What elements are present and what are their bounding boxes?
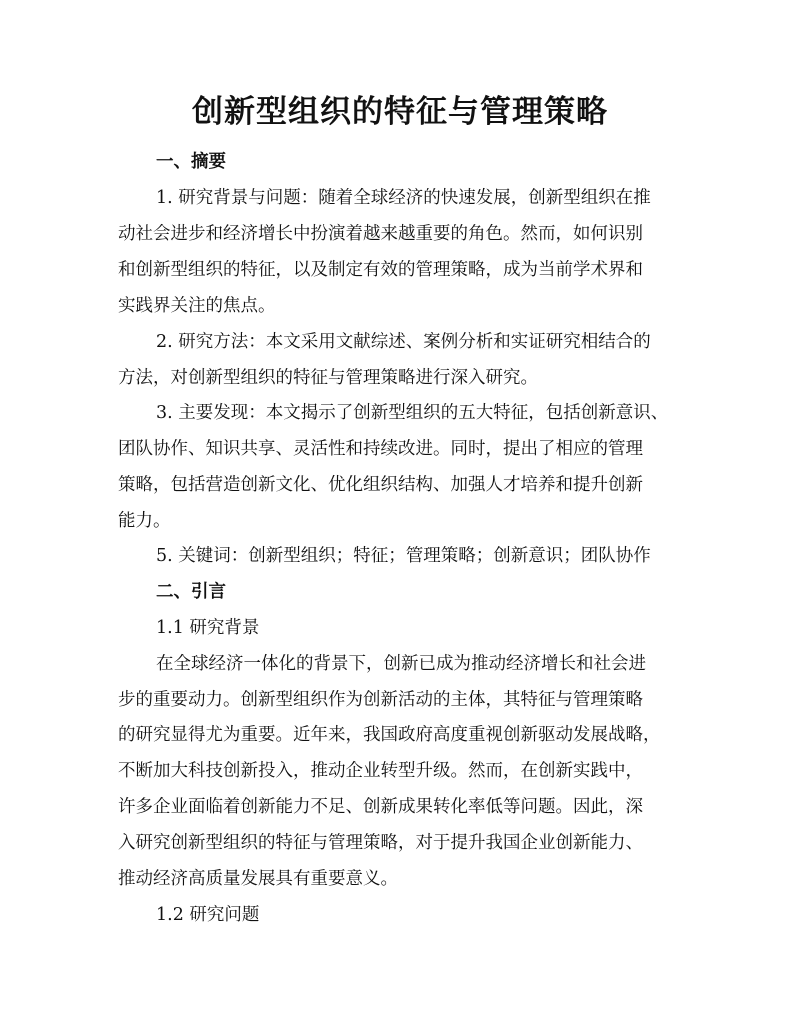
abstract-item-1-line-2: 动社会进步和经济增长中扮演着越来越重要的角色。然而，如何识别 bbox=[118, 224, 643, 244]
abstract-item-2-line-2: 方法，对创新型组织的特征与管理策略进行深入研究。 bbox=[118, 368, 538, 388]
abstract-item-2-line-1: 2. 研究方法：本文采用文献综述、案例分析和实证研究相结合的 bbox=[156, 332, 651, 352]
intro-paragraph-line-7: 推动经济高质量发展具有重要意义。 bbox=[118, 869, 398, 889]
subsection-heading-1-2: 1.2 研究问题 bbox=[156, 905, 260, 925]
abstract-item-3-line-1: 3. 主要发现：本文揭示了创新型组织的五大特征，包括创新意识、 bbox=[156, 403, 669, 423]
intro-paragraph-line-5: 许多企业面临着创新能力不足、创新成果转化率低等问题。因此，深 bbox=[118, 797, 643, 817]
intro-paragraph-line-3: 的研究显得尤为重要。近年来，我国政府高度重视创新驱动发展战略， bbox=[118, 725, 661, 745]
abstract-item-1-line-1: 1. 研究背景与问题：随着全球经济的快速发展，创新型组织在推 bbox=[156, 188, 651, 208]
abstract-item-1-line-3: 和创新型组织的特征，以及制定有效的管理策略，成为当前学术界和 bbox=[118, 260, 643, 280]
abstract-item-3-line-2: 团队协作、知识共享、灵活性和持续改进。同时，提出了相应的管理 bbox=[118, 439, 643, 459]
intro-paragraph-line-2: 步的重要动力。创新型组织作为创新活动的主体，其特征与管理策略 bbox=[118, 690, 643, 710]
subsection-heading-1-1: 1.1 研究背景 bbox=[156, 618, 260, 638]
abstract-keywords: 5. 关键词：创新型组织；特征；管理策略；创新意识；团队协作 bbox=[156, 546, 651, 566]
intro-paragraph-line-4: 不断加大科技创新投入，推动企业转型升级。然而，在创新实践中， bbox=[118, 761, 643, 781]
intro-paragraph-line-6: 入研究创新型组织的特征与管理策略，对于提升我国企业创新能力、 bbox=[118, 833, 643, 853]
intro-paragraph-line-1: 在全球经济一体化的背景下，创新已成为推动经济增长和社会进 bbox=[156, 654, 646, 674]
section-heading-abstract: 一、摘要 bbox=[156, 152, 226, 172]
abstract-item-3-line-3: 策略，包括营造创新文化、优化组织结构、加强人才培养和提升创新 bbox=[118, 475, 643, 495]
abstract-item-3-line-4: 能力。 bbox=[118, 511, 171, 531]
section-heading-introduction: 二、引言 bbox=[156, 582, 226, 602]
abstract-item-1-line-4: 实践界关注的焦点。 bbox=[118, 296, 276, 316]
document-title: 创新型组织的特征与管理策略 bbox=[192, 94, 608, 130]
